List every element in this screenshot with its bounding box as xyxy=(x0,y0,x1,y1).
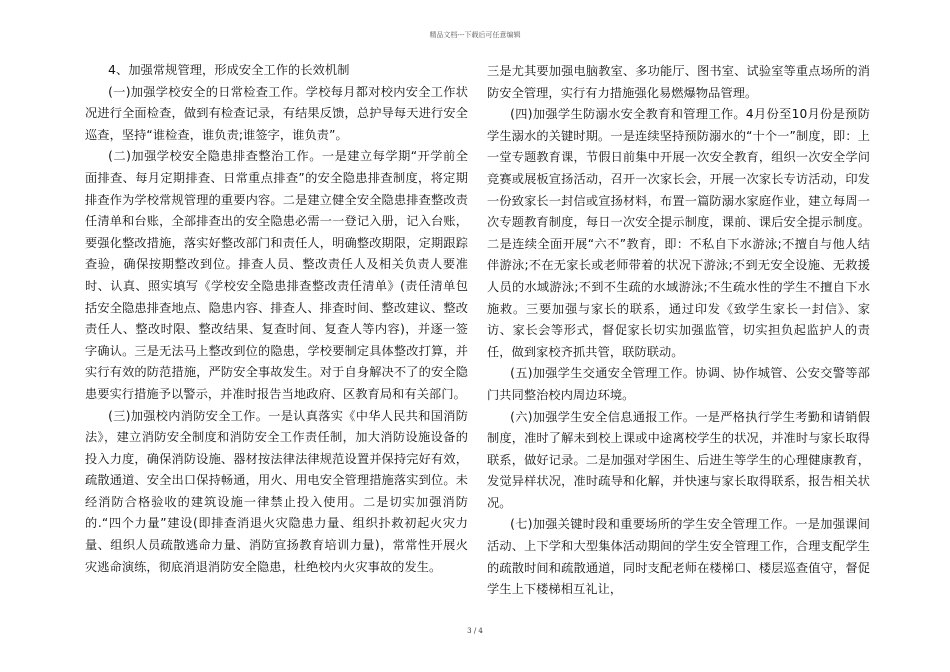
paragraph-info-reporting: (六)加强学生安全信息通报工作。一是严格执行学生考勤和请销假制度，准时了解未到校上课或中途离校学生的状况，并准时与家长取得联系，做好记录。二是加强对学困生、后进生等学生的心理健康教育，发觉异样状况，准时疏导和化解，并快速与家长取得联系，报告相关状况。 xyxy=(487,409,870,510)
paragraph-drowning-prevention: (四)加强学生防溺水安全教育和管理工作。4月份至10月份是预防学生溺水的关键时期。一是连续坚持预防溺水的“十个一”制度，即：上一堂专题教育课，节假日前集中开展一次安全教育，组织一次安全学问竞赛或展板宣扬活动，召开一次家长会，开展一次家长专访活动，印发一份致家长一封信或宣扬材料，布置一篇防溺水家庭作业，建立每周一次专题教育制度，每日一次安全提示制度，课前、课后安全提示制度。二是连续全面开展“六不”教育，即：不私自下水游泳;不擅自与他人结伴游泳;不在无家长或老师带着的状况下游泳;不到无安全设施、无救援人员的水域游泳;不到不生疏的水域游泳;不生疏水性的学生不擅自下水施救。三要加强与家长的联系，通过印发《致学生家长一封信》、家访、家长会等形式，督促家长切实加强监管，切实担负起监护人的责任，做到家校齐抓共管，联防联动。 xyxy=(487,107,870,359)
paragraph-fire-safety: (三)加强校内消防安全工作。一是认真落实《中华人民共和国消防法》，建立消防安全制度和消防安全工作责任制，加大消防设施设备的投入力度，确保消防设施、器材按法律法律规范设置并保持完好有效，疏散通道、安全出口保持畅通，用火、用电安全管理措施落实到位。未经消防合格验收的建筑设施一律禁止投入使用。二是切实加强消防的.“四个力量”建设(即排查消退火灾隐患力量、组织扑救初起火灾力量、组织人员疏散逃命力量、消防宣扬教育培训力量)，常常性开展火灾逃命演练，彻底消退消防安全隐患，杜绝校内火灾事故的发生。 xyxy=(85,408,468,574)
page-number: 3 / 4 xyxy=(467,627,483,635)
paragraph-hazard-check: (二)加强学校安全隐患排查整治工作。一是建立每学期“开学前全面排查、每月定期排查、日常重点排查”的安全隐患排查制度，将定期排查作为学校常规管理的重要内容。二是建立健全安全隐患排查整改责任清单和台账，全部排查出的安全隐患必需一一登记入册，记入台账，要强化整改措施，落实好整改部门和责任人，明确整改期限，定期跟踪查验，确保按期整改到位。排查人员、整改责任人及相关负责人要准时、认真、照实填写《学校安全隐患排查整改责任清单》(责任清单包括安全隐患排查地点、隐患内容、排查人、排查时间、整改建议、整改责任人、整改时限、整改结果、复查时间、复查人等内容)，并逐一签字确认。三是无法马上整改到位的隐患，学校要制定具体整改打算，并实行有效的防范措施，严防安全事故发生。对于自身解决不了的安全隐患要实行措施予以警示，并准时报告当地政府、区教育局和有关部门。 xyxy=(85,149,468,401)
page-header-note: 精品文档---下载后可任意编辑 xyxy=(429,31,521,39)
section-heading: 4、加强常规管理，形成安全工作的长效机制 xyxy=(108,63,350,77)
paragraph-traffic-safety: (五)加强学生交通安全管理工作。协调、协作城管、公安交警等部门共同整治校内周边环境。 xyxy=(487,366,870,402)
paragraph-daily-inspection: (一)加强学校安全的日常检查工作。学校每月都对校内安全工作状况进行全面检查，做到有检查记录，有结果反馈，总护导每天进行安全巡查，坚持“谁检查，谁负责;谁签字，谁负责”。 xyxy=(85,84,468,142)
right-column xyxy=(487,61,870,601)
paragraph-key-periods: (七)加强关键时段和重要场所的学生安全管理工作。一是加强课间活动、上下学和大型集体活动期间的学生安全管理工作，合理支配学生的疏散时间和疏散通道，同时支配老师在楼梯口、楼层巡查值守，督促学生上下楼梯相互礼让， xyxy=(487,517,870,597)
left-column xyxy=(85,60,468,578)
paragraph-fire-safety-cont: 三是尤其要加强电脑教室、多功能厅、图书室、试验室等重点场所的消防安全管理，实行有力措施强化易燃爆物品管理。 xyxy=(487,64,870,100)
